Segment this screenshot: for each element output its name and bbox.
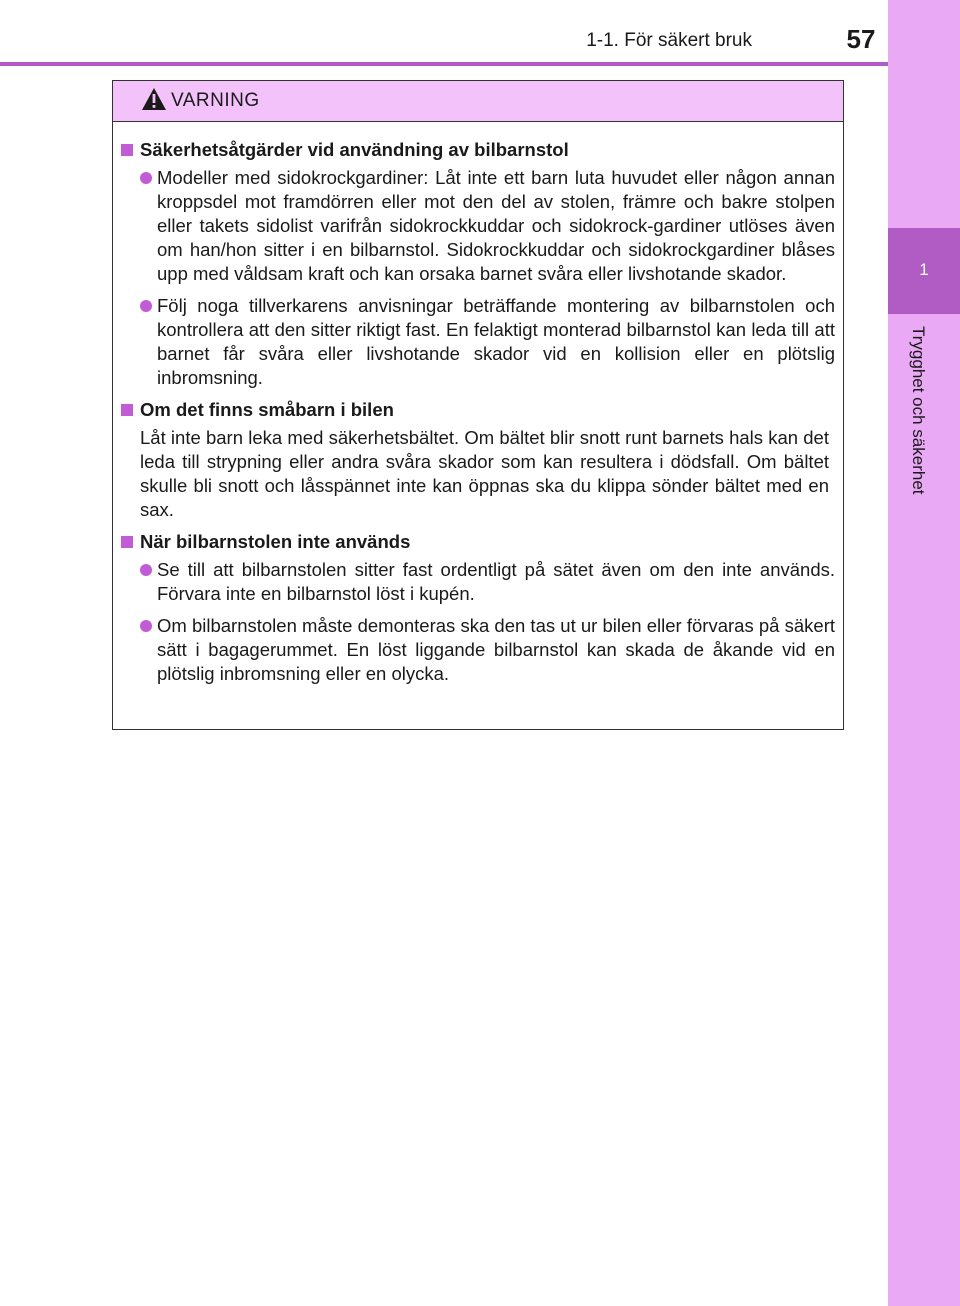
- round-bullet-icon: [140, 172, 152, 184]
- list-item-text: Modeller med sidokrockgardiner: Låt inte ett barn luta huvudet eller någon annan kroppsdel mot framdörren eller mot den del av stolen, främre och bakre stolpen eller takets sidolist varifrån sidokrockkuddar och sidokrock-gardiner utlöses även om han/hon sitter i en bilbarnstol. Sidokrockkuddar och sidokrockgardiner blåses upp med våldsam kraft och kan orsaka barnet svåra eller livshotande skador.: [157, 167, 835, 284]
- round-bullet-icon: [140, 300, 152, 312]
- section-heading: [121, 530, 835, 554]
- section-small-children: [121, 398, 835, 522]
- section-child-seat-precautions: [121, 138, 835, 390]
- section-paragraph: Låt inte barn leka med säkerhetsbältet. Om bältet blir snott runt barnets hals kan det leda till strypning eller andra svåra skador som kan resultera i dödsfall. Om bältet skulle bli snott och låsspännet inte kan öppnas ska du klippa sönder bältet med en sax.: [140, 427, 829, 520]
- section-heading: [121, 138, 835, 162]
- list-item: [140, 614, 835, 686]
- section-title: 1-1. För säkert bruk: [586, 30, 752, 51]
- warning-body: [113, 122, 843, 686]
- page-number: 57: [846, 24, 876, 54]
- section-heading-text: Säkerhetsåtgärder vid användning av bilbarnstol: [140, 139, 569, 160]
- list-item: [140, 294, 835, 390]
- section-seat-not-in-use: [121, 530, 835, 686]
- square-bullet-icon: [121, 404, 133, 416]
- list-item-text: Om bilbarnstolen måste demonteras ska den tas ut ur bilen eller förvaras på säkert sätt i bagagerummet. En löst liggande bilbarnstol kan skada de åkande vid en plötslig inbromsning eller en olycka.: [157, 615, 835, 684]
- round-bullet-icon: [140, 564, 152, 576]
- list-item: [140, 558, 835, 606]
- warning-triangle-icon: [141, 87, 167, 116]
- list-item-text: Se till att bilbarnstolen sitter fast ordentligt på sätet även om den inte används. Förvara inte en bilbarnstol löst i kupén.: [157, 559, 835, 604]
- section-heading: [121, 398, 835, 422]
- warning-box: [112, 80, 844, 730]
- square-bullet-icon: [121, 536, 133, 548]
- list-item-text: Följ noga tillverkarens anvisningar beträffande montering av bilbarnstolen och kontrollera att den sitter riktigt fast. En felaktigt monterad bilbarnstol kan leda till att barnet får svåra eller livshotande skador vid en kollision eller en plötslig inbromsning.: [157, 295, 835, 388]
- warning-header: [113, 81, 843, 122]
- section-heading-text: Om det finns småbarn i bilen: [140, 399, 394, 420]
- side-tab: [888, 0, 960, 1306]
- list-item: [140, 166, 835, 286]
- section-heading-text: När bilbarnstolen inte används: [140, 531, 411, 552]
- header-rule: [0, 62, 888, 66]
- chapter-title: Trygghet och säkerhet: [909, 326, 928, 495]
- square-bullet-icon: [121, 144, 133, 156]
- chapter-number: 1: [919, 260, 929, 279]
- round-bullet-icon: [140, 620, 152, 632]
- chapter-tab[interactable]: [888, 228, 960, 314]
- warning-title: VARNING: [171, 90, 260, 111]
